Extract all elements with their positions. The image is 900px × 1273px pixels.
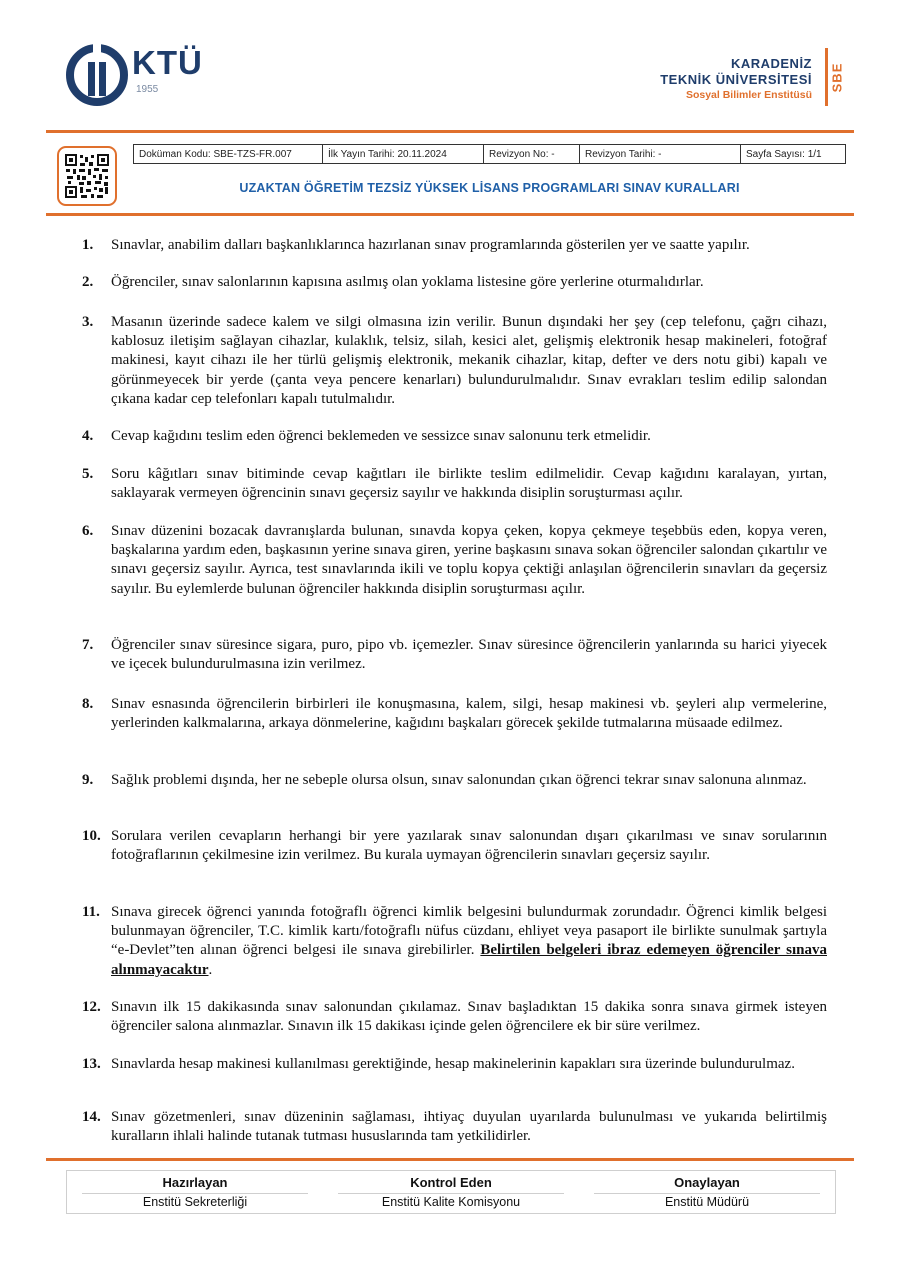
rule-number: 3. [82,314,94,330]
rule-text-tail: . [208,961,213,978]
approval-prepared [67,1171,323,1211]
doc-code: Doküman Kodu: SBE-TZS-FR.007 [134,145,323,164]
rule-text: Masanın üzerinde sadece kalem ve silgi olmasına izin verilir. Bunun dışındaki her şey (cep telefonu, çağrı cihazı, kablosuz iletişim sağlayan cihazlar, kulaklık, telsiz, silah, kesici alet, gelişmiş elektronik hesap makineleri, fotoğraf makinesi, kayıt cihazı ile her türlü gelişmiş elektronik, mekanik cihazlar, kitap, defter ve ders notu gibi) kapalı ve görünmeyecek bir yerde (çanta veya pencere kenarları) bulundurulmalıdır. Sınav evrakları teslim edilip salondan çıkana kadar cep telefonları kapalı tutulmalıdır. [111,314,827,407]
rule-number: 5. [82,466,94,482]
rule-text: Soru kâğıtları sınav bitiminde cevap kağıtları ile birlikte teslim edilmelidir. Cevap kağıdını karalayan, yırtan, saklayarak vermeyen öğrencinin sınavı geçersiz sayılır ve hakkında disiplin soruşturması açılır. [111,466,827,502]
page-count: Sayfa Sayısı: 1/1 [741,145,846,164]
logo-divider [825,48,828,106]
rule-item [82,771,827,790]
rule-item [82,1055,827,1074]
rule-text: Cevap kağıdını teslim eden öğrenci beklemeden ve sessizce sınav salonunu terk etmelidir. [111,428,651,444]
header-rule [46,130,854,133]
institute-logo [592,46,852,108]
approval-role: Hazırlayan [162,1175,228,1190]
rule-number: 14. [82,1109,101,1125]
qr-code [57,146,117,206]
rule-text: Sınavın ilk 15 dakikasında sınav salonundan çıkılamaz. Sınav başladıktan 15 dakika sonra sınava girmek isteyen öğrenciler salona alınmazlar. Sınavın ilk 15 dakikası içinde gelen öğrencilere ek bir süre verilmez. [111,999,827,1035]
logo-text: KTÜ [132,44,203,81]
rule-number: 7. [82,637,94,653]
rule-number: 8. [82,696,94,712]
rule-number: 1. [82,237,94,253]
approval-footer [66,1170,836,1214]
rule-item [82,903,827,980]
approval-name: Enstitü Kalite Komisyonu [381,1195,521,1209]
ktu-logo [66,44,226,110]
title-rule [46,213,854,216]
rule-number: 12. [82,999,101,1015]
university-line1: KARADENİZ [730,56,812,71]
rule-item [82,465,827,503]
rule-text [111,903,827,980]
logo-year: 1955 [136,84,159,95]
rule-text: Sınav düzenini bozacak davranışlarda bulunan, sınavda kopya çeken, kopya çekmeye teşebbüs eden, kopya veren, başkalarına yardım eden, başkasının yerine sınava giren, yerine başkasını sınava sokan öğrenciler salondan çıkartılır ve sınavı geçersiz sayılır. Ayrıca, test sınavlarında ikili ve toplu kopya çektiği anlaşılan öğrencilerin sınavları da geçersiz sayılır. Bu eylemlerde bulunan öğrenciler hakkında disiplin soruşturması açılır. [111,523,827,597]
rule-item [82,522,827,599]
rule-text: Öğrenciler sınav süresince sigara, puro, pipo vb. içemezler. Sınav süresince öğrencilerin yanlarında su harici yiyecek ve içecek bulundurulmasına izin verilmez. [111,637,827,673]
rule-number: 4. [82,428,94,444]
approval-controlled [323,1171,579,1211]
qr-code-icon [65,154,109,198]
rule-text: Sınav esnasında öğrencilerin birbirleri ile konuşmasına, kalem, silgi, hesap makinesi vb. şeyleri alıp vermelerine, yerlerinden kalkmalarına, arkaya dönmelerine, kağıdını başkaları görecek şekilde tutmalarına müsaade edilmez. [111,696,827,732]
rule-item [82,998,827,1036]
approval-role: Kontrol Eden [410,1175,492,1190]
rule-item [82,273,827,292]
rule-number: 13. [82,1056,101,1072]
approval-role: Onaylayan [674,1175,740,1190]
rule-text-main: Sınava girecek öğrenci yanında fotoğraflı öğrenci kimlik belgesini bulundurmak zorundadır. Öğrenci kimlik belgesi bulunmayan öğrenciler, T.C. kimlik kartı/fotoğraflı nüfus cüzdanı, ehliyet veya pasaport ile birlikte sunulmak şartıyla “e-Devlet”ten alınan öğrenci belgesi ile sınava girebilirler. [111,904,827,959]
document-metadata-table [133,144,846,164]
rule-item [82,1108,827,1146]
university-line2: TEKNİK ÜNİVERSİTESİ [660,72,812,87]
first-publication-date: İlk Yayın Tarihi: 20.11.2024 [323,145,484,164]
revision-date: Revizyon Tarihi: - [580,145,741,164]
rule-item [82,313,827,409]
rule-item [82,695,827,733]
rule-text: Sorulara verilen cevapların herhangi bir yere yazılarak sınav salonundan dışarı çıkarılması ve sınav sorularının fotoğraflarının çekilmesine izin verilmez. Bu kurala uymayan öğrencilerin sınavları geçersiz sayılır. [111,828,827,864]
approval-approved [579,1171,835,1211]
revision-number: Revizyon No: - [484,145,580,164]
rule-number: 10. [82,828,101,844]
approval-name: Enstitü Müdürü [664,1195,750,1209]
rule-number: 9. [82,772,94,788]
rule-number: 6. [82,523,94,539]
rule-item [82,636,827,674]
rule-number: 2. [82,274,94,290]
rule-text: Sınav gözetmenleri, sınav düzeninin sağlaması, ihtiyaç duyulan uyarılarda bulunulması ve yukarıda belirtilmiş kuralların ihlali halinde tutanak tutması hususlarında tam yetkilidirler. [111,1109,827,1145]
institute-abbr: SBE [829,62,845,93]
document-title: UZAKTAN ÖĞRETİM TEZSİZ YÜKSEK LİSANS PROGRAMLARI SINAV KURALLARI [239,181,740,195]
institute-name: Sosyal Bilimler Enstitüsü [685,89,812,101]
rule-item [82,827,827,865]
rule-item [82,427,827,446]
rule-text: Sağlık problemi dışında, her ne sebeple olursa olsun, sınav salonundan çıkan öğrenci tekrar sınav salonuna alınmaz. [111,772,807,788]
rule-text: Öğrenciler, sınav salonlarının kapısına asılmış olan yoklama listesine göre yerlerine oturmalıdırlar. [111,274,704,290]
rule-number: 11. [82,904,100,920]
approval-name: Enstitü Sekreterliği [142,1195,248,1209]
footer-rule [46,1158,854,1161]
rule-emphasis: Belirtilen belgeleri ibraz edemeyen öğrenciler sınava alınmayacaktır [111,942,827,978]
ktu-emblem-icon [66,44,128,106]
rule-item [82,236,827,255]
rule-text: Sınavlar, anabilim dalları başkanlıklarınca hazırlanan sınav programlarında gösterilen yer ve saatte yapılır. [111,237,750,253]
rule-text: Sınavlarda hesap makinesi kullanılması gerektiğinde, hesap makinelerinin kapakları sıra üzerinde bulundurulmaz. [111,1056,795,1072]
